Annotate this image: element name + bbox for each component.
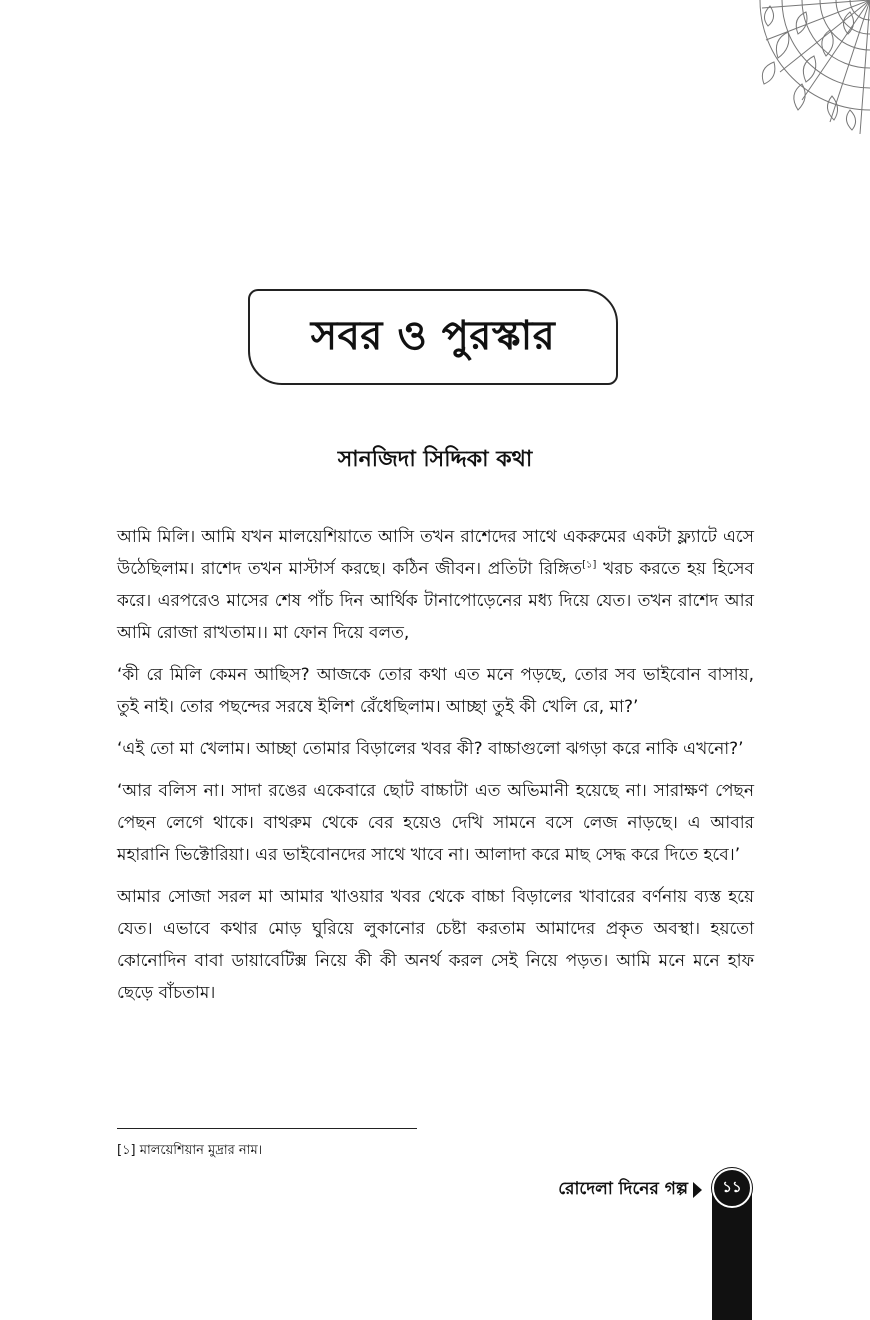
body-text <box>117 521 754 1019</box>
page-number: ১১ <box>712 1168 752 1208</box>
chapter-title-box <box>248 289 618 385</box>
chapter-author: সানজিদা সিদ্দিকা কথা <box>337 447 533 472</box>
footnote-divider <box>117 1128 417 1129</box>
footnote-text: মালয়েশিয়ান মুদ্রার নাম। <box>135 1143 263 1158</box>
footnote-marker: [১] <box>117 1143 136 1158</box>
mandala-ornament-icon <box>710 0 870 140</box>
paragraph: ‘কী রে মিলি কেমন আছিস? আজকে তোর কথা এত মনে পড়ছে, তোর সব ভাইবোন বাসায়, তুই নাই। তোর পছন্দের সরষে ইলিশ রেঁধেছিলাম। আচ্ছা তুই কী খেলি রে, মা?’ <box>117 665 754 717</box>
triangle-right-icon <box>693 1182 702 1198</box>
paragraph: আমার সোজা সরল মা আমার খাওয়ার খবর থেকে বাচ্চা বিড়ালের খাবারের বর্ণনায় ব্যস্ত হয়ে যেত। এভাবে কথার মোড় ঘুরিয়ে লুকানোর চেষ্টা করতাম আমাদের প্রকৃত অবস্থা। হয়তো কোনোদিন বাবা ডায়াবেটিক্স নিয়ে কী কী অনর্থ করল সেই নিয়ে পড়ত। আমি মনে মনে হাফ ছেড়ে বাঁচতাম। <box>117 887 754 1003</box>
paragraph <box>117 521 754 649</box>
paragraph: ‘আর বলিস না। সাদা রঙের একেবারে ছোট বাচ্চাটা এত অভিমানী হয়েছে না। সারাক্ষণ পেছন পেছন লেগে থাকে। বাথরুম থেকে বের হয়েও দেখি সামনে বসে লেজ নাড়ছে। এ আবার মহারানি ভিক্টোরিয়া। এর ভাইবোনদের সাথে খাবে না। আলাদা করে মাছ সেদ্ধ করে দিতে হবে।’ <box>117 781 754 865</box>
paragraph-text: খরচ করতে হয় হিসেব করে। এরপরেও মাসের শেষ পাঁচ দিন আর্থিক টানাপোড়েনের মধ্য দিয়ে যেত। তখন রাশেদ আর আমি রোজা রাখতাম।। মা ফোন দিয়ে বলত, <box>117 559 754 643</box>
footnote <box>117 1141 262 1162</box>
page-tab-bar <box>712 1190 752 1320</box>
paragraph: ‘এই তো মা খেলাম। আচ্ছা তোমার বিড়ালের খবর কী? বাচ্চাগুলো ঝগড়া করে নাকি এখনো?’ <box>117 739 744 759</box>
running-title: রোদেলা দিনের গল্প <box>558 1179 688 1199</box>
paragraph-text: আমি মিলি। আমি যখন মালয়েশিয়াতে আসি তখন রাশেদের সাথে একরুমের একটা ফ্ল্যাটে এসে উঠেছিলাম। রাশেদ তখন মাস্টার্স করছে। কঠিন জীবন। প্রতিটা রিঙ্গিত <box>117 527 754 579</box>
footnote-reference: [১] <box>582 559 597 571</box>
chapter-title: সবর ও পুরস্কার <box>310 312 556 359</box>
